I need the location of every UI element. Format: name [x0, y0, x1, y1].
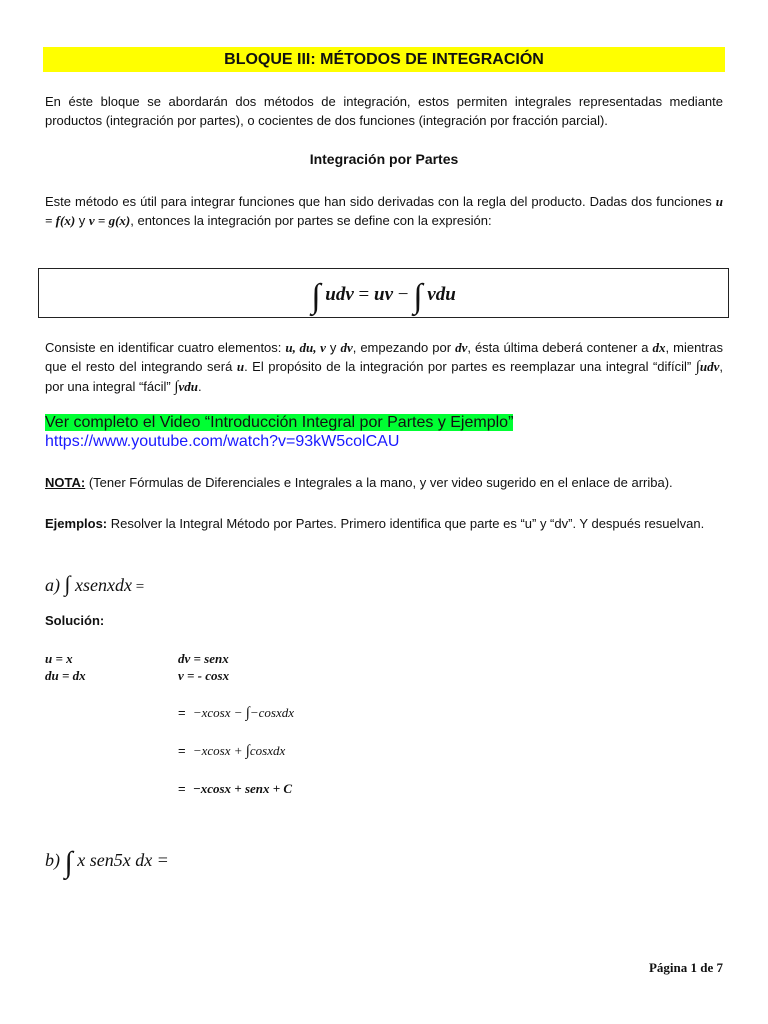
u-definition: u = f(x) — [45, 194, 723, 228]
integral-sign-icon: ∫ — [64, 846, 73, 879]
integral-sign-icon: ∫ — [174, 379, 179, 395]
intro-paragraph: En éste bloque se abordarán dos métodos de integración, estos permiten integrales representadas mediante productos (integración por partes), o cocientes de dos funciones (integración por fracción parcial). — [45, 94, 723, 128]
v-definition: v = g(x) — [88, 213, 131, 228]
integral-sign-icon: ∫ — [245, 705, 250, 721]
ejemplos-label: Ejemplos: — [45, 516, 108, 531]
solution-step-1: = −xcosx − ∫−cosxdx — [178, 705, 295, 721]
solution-label: Solución: — [45, 613, 105, 628]
integral-sign-icon: ∫ — [311, 278, 321, 315]
formula-box — [38, 268, 729, 318]
video-title: Ver completo el Video “Introducción Integral por Partes y Ejemplo” — [45, 414, 514, 431]
v-assignment: v = - cosx — [178, 668, 230, 683]
du-assignment: du = dx — [45, 668, 86, 683]
integral-sign-icon: ∫ — [695, 359, 700, 375]
integral-sign-icon: ∫ — [413, 278, 423, 315]
section-heading: Integración por Partes — [309, 151, 459, 167]
dv-assignment: dv = senx — [178, 651, 229, 666]
solution-step-2: = −xcosx + ∫cosxdx — [178, 743, 286, 759]
integral-sign-icon: ∫ — [64, 571, 71, 596]
example-a: a) ∫ xsenxdx = — [45, 571, 145, 596]
method-paragraph: Este método es útil para integrar funciones que han sido derivadas con la regla del producto. Dadas dos funciones u = f(x) y v = g(x), entonces la integración por partes se define con la expresión: — [45, 194, 723, 228]
video-link[interactable]: https://www.youtube.com/watch?v=93kW5colCAU — [45, 433, 400, 450]
example-b: b) ∫ x sen5x dx = — [45, 846, 169, 879]
elements-paragraph: Consiste en identificar cuatro elementos: u, du, v y dv, empezando por dv, ésta última deberá contener a dx, mientras que el resto del integrando será u. El propósito de la integración por partes es reemplazar una integral “difícil” ∫udv, por una integral “fácil” ∫vdu. — [45, 340, 723, 395]
page-title: BLOQUE III: MÉTODOS DE INTEGRACIÓN — [43, 47, 725, 72]
integral-sign-icon: ∫ — [245, 743, 250, 759]
nota-label: NOTA: — [45, 475, 86, 490]
page-number: Página 1 de 7 — [648, 960, 723, 975]
nota-paragraph: NOTA: (Tener Fórmulas de Diferenciales e Integrales a la mano, y ver video sugerido en el enlace de arriba). — [45, 475, 673, 490]
integration-by-parts-formula: ∫ udv = uv − ∫ vdu — [311, 278, 456, 315]
solution-step-3: = −xcosx + senx + C — [178, 781, 293, 796]
u-assignment: u = x — [45, 651, 73, 666]
ejemplos-paragraph: Ejemplos: Resolver la Integral Método por Partes. Primero identifica que parte es “u” y “dv”. Y después resuelvan. — [45, 516, 705, 531]
